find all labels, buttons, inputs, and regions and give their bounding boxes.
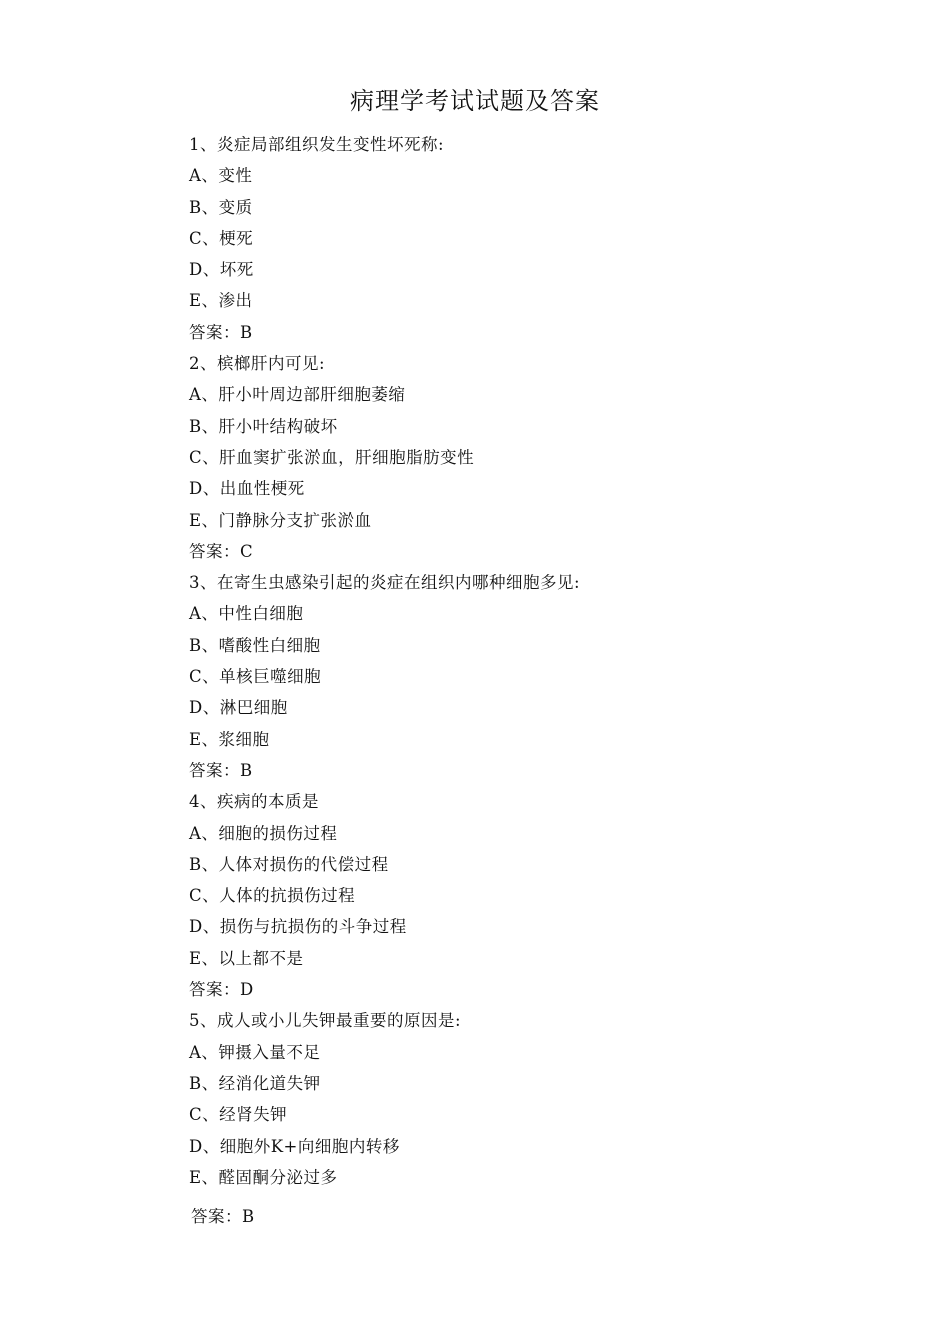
option-b: B、嗜酸性白细胞 bbox=[189, 635, 321, 655]
answer: 答案：B bbox=[189, 322, 253, 342]
option-e: E、浆细胞 bbox=[189, 729, 270, 749]
question-block bbox=[189, 786, 869, 1005]
option-a: A、变性 bbox=[189, 166, 253, 186]
option-d: D、出血性梗死 bbox=[189, 479, 305, 499]
option-e: E、以上都不是 bbox=[189, 948, 304, 968]
question-block bbox=[189, 567, 869, 786]
option-d: D、淋巴细胞 bbox=[189, 698, 288, 718]
answer: 答案：D bbox=[189, 980, 254, 1000]
option-b: B、变质 bbox=[189, 197, 253, 217]
option-c: C、梗死 bbox=[189, 228, 254, 248]
option-e: E、渗出 bbox=[189, 291, 253, 311]
answer: 答案：B bbox=[191, 1207, 255, 1227]
question-block bbox=[189, 1005, 869, 1232]
option-c: C、肝血窦扩张淤血，肝细胞脂肪变性 bbox=[189, 447, 475, 467]
question-list bbox=[189, 129, 869, 1232]
option-a: A、细胞的损伤过程 bbox=[189, 823, 338, 843]
question-stem: 4、疾病的本质是 bbox=[189, 792, 319, 812]
page-title: 病理学考试试题及答案 bbox=[350, 87, 600, 115]
answer: 答案：C bbox=[189, 541, 254, 561]
question-stem: 2、槟榔肝内可见: bbox=[189, 354, 326, 374]
option-b: B、人体对损伤的代偿过程 bbox=[189, 854, 389, 874]
option-c: C、单核巨噬细胞 bbox=[189, 667, 322, 687]
option-e: E、门静脉分支扩张淤血 bbox=[189, 510, 372, 530]
option-c: C、人体的抗损伤过程 bbox=[189, 886, 356, 906]
question-stem: 5、成人或小儿失钾最重要的原因是: bbox=[189, 1011, 462, 1031]
question-block bbox=[189, 348, 869, 567]
option-a: A、中性白细胞 bbox=[189, 604, 304, 624]
option-d: D、细胞外K+向细胞内转移 bbox=[189, 1136, 400, 1156]
question-block bbox=[189, 129, 869, 348]
question-stem: 1、炎症局部组织发生变性坏死称: bbox=[189, 135, 445, 154]
option-c: C、经肾失钾 bbox=[189, 1105, 288, 1125]
option-e: E、醛固酮分泌过多 bbox=[189, 1167, 338, 1187]
option-d: D、坏死 bbox=[189, 260, 254, 280]
option-d: D、损伤与抗损伤的斗争过程 bbox=[189, 917, 407, 937]
option-b: B、经消化道失钾 bbox=[189, 1073, 321, 1093]
option-a: A、钾摄入量不足 bbox=[189, 1042, 321, 1062]
answer: 答案：B bbox=[189, 760, 253, 780]
option-b: B、肝小叶结构破坏 bbox=[189, 416, 338, 436]
option-a: A、肝小叶周边部肝细胞萎缩 bbox=[189, 385, 406, 405]
question-stem: 3、在寄生虫感染引起的炎症在组织内哪种细胞多见: bbox=[189, 573, 581, 593]
